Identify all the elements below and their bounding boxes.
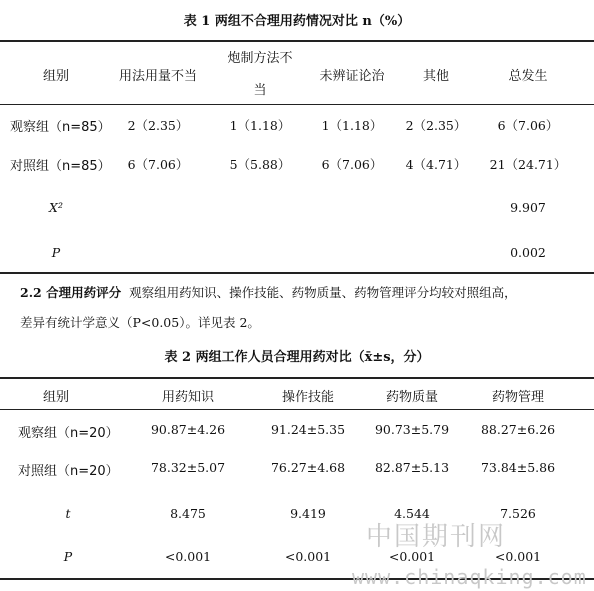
t2-p-label: P: [63, 549, 73, 564]
t2-header-management: 药物管理: [491, 390, 545, 405]
t1-p-label: P: [51, 245, 61, 260]
t2-t-quality: 4.544: [394, 506, 430, 521]
t2-row1-management: 88.27±6.26: [480, 422, 556, 437]
t2-row1-quality: 90.73±5.79: [374, 422, 450, 437]
paragraph-line1: 观察组用药知识、操作技能、药物质量、药物管理评分均较对照组高，: [129, 285, 517, 300]
t2-row2-group: 对照组（n=20）: [18, 464, 119, 479]
table2-top-rule: [0, 377, 594, 379]
t2-p-knowledge: <0.001: [164, 549, 212, 564]
t1-row1-total: 6（7.06）: [497, 118, 559, 133]
t1-row1-no-diagnosis: 1（1.18）: [321, 118, 383, 133]
t1-row2-dosage: 6（7.06）: [127, 157, 189, 172]
t2-row2-knowledge: 78.32±5.07: [150, 460, 226, 475]
t2-p-quality: <0.001: [388, 549, 436, 564]
t2-row2-management: 73.84±5.86: [480, 460, 556, 475]
t1-row1-dosage: 2（2.35）: [127, 118, 189, 133]
t1-row1-group: 观察组（n=85）: [10, 120, 111, 135]
t1-row2-no-diagnosis: 6（7.06）: [321, 157, 383, 172]
t2-p-skill: <0.001: [284, 549, 332, 564]
table2-title: 表 2 两组工作人员合理用药对比（x̄±s，分）: [164, 350, 430, 365]
t2-header-quality: 药物质量: [385, 390, 439, 405]
watermark-cn: 中国期刊网: [366, 522, 507, 552]
t1-header-processing: 炮制方法不: [227, 51, 293, 66]
t2-row2-quality: 82.87±5.13: [374, 460, 450, 475]
t1-chi-label: X²: [49, 200, 63, 215]
t1-header-no-diagnosis: 未辨证论治: [319, 69, 385, 84]
section-heading: 2.2 合理用药评分: [20, 285, 122, 300]
t2-row1-knowledge: 90.87±4.26: [150, 422, 226, 437]
table1-top-rule: [0, 40, 594, 42]
t2-t-label: t: [65, 506, 71, 521]
t2-row2-skill: 76.27±4.68: [270, 460, 346, 475]
t1-header-dosage: 用法用量不当: [118, 69, 198, 84]
t2-t-knowledge: 8.475: [170, 506, 206, 521]
t1-p-value: 0.002: [510, 245, 546, 260]
watermark-url: www.chinaqking.com: [352, 565, 587, 589]
t2-p-management: <0.001: [494, 549, 542, 564]
table1-title: 表 1 两组不合理用药情况对比 n（%）: [183, 14, 411, 29]
t1-chi-value: 9.907: [510, 200, 546, 215]
t1-row2-processing: 5（5.88）: [229, 157, 291, 172]
t1-header-group: 组别: [42, 69, 70, 84]
section-paragraph: [20, 278, 585, 338]
t2-t-management: 7.526: [500, 506, 536, 521]
t1-row2-other: 4（4.71）: [405, 157, 467, 172]
paragraph-line2: 差异有统计学意义（P<0.05）。详见表 2。: [20, 315, 260, 330]
table1-header-rule: [0, 104, 594, 105]
table2-header-rule: [0, 409, 594, 410]
table1-bottom-rule: [0, 272, 594, 274]
t1-header-total: 总发生: [508, 69, 548, 84]
t1-header-processing-cont: 当: [253, 83, 267, 98]
t2-t-skill: 9.419: [290, 506, 326, 521]
t2-row1-skill: 91.24±5.35: [270, 422, 346, 437]
t1-row2-group: 对照组（n=85）: [10, 159, 111, 174]
t1-row1-processing: 1（1.18）: [229, 118, 291, 133]
t2-header-group: 组别: [42, 390, 70, 405]
t2-header-knowledge: 用药知识: [161, 390, 215, 405]
t1-row2-total: 21（24.71）: [489, 157, 567, 172]
t1-header-other: 其他: [422, 69, 450, 84]
t2-row1-group: 观察组（n=20）: [18, 426, 119, 441]
t1-row1-other: 2（2.35）: [405, 118, 467, 133]
t2-header-skill: 操作技能: [281, 390, 335, 405]
